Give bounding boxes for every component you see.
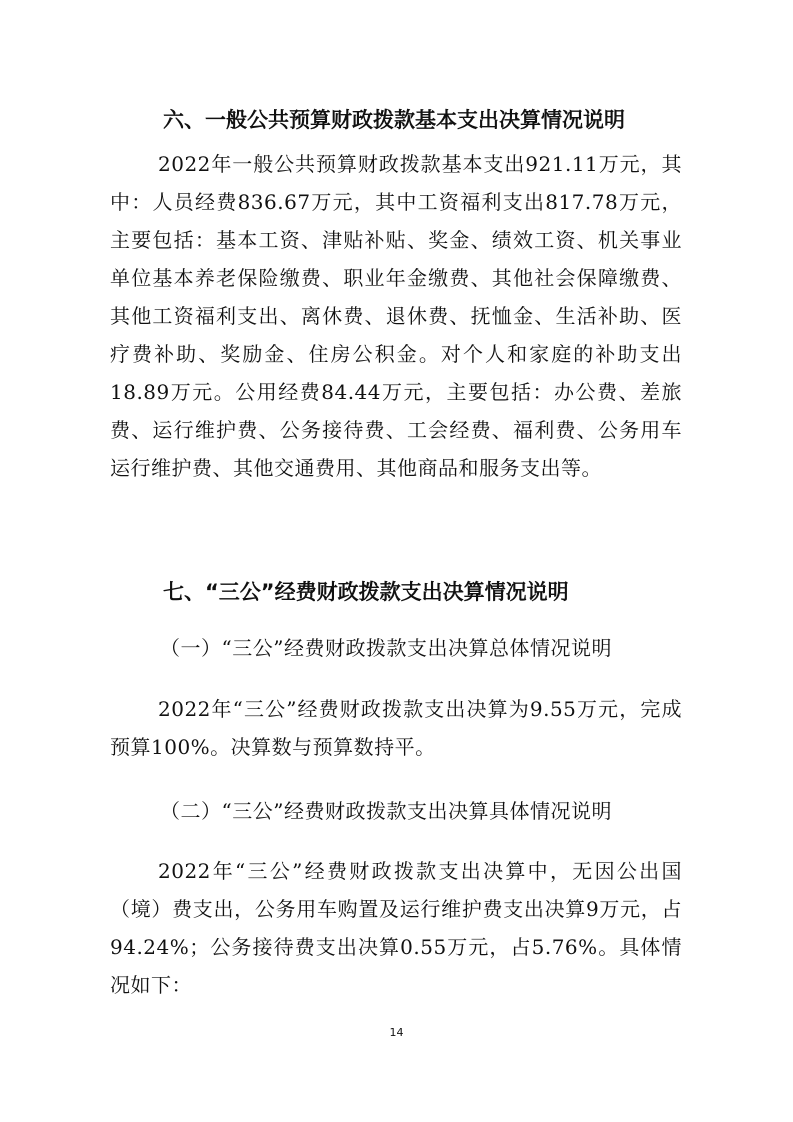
section-7-heading: 七、“三公”经费财政拨款支出决算情况说明 [163, 580, 569, 604]
section-7-sub-2-body: 2022年“三公”经费财政拨款支出决算中，无因公出国（境）费支出，公务用车购置及运行维护费支出决算9万元，占94.24%；公务接待费支出决算0.55万元，占5.76%。具体情况如下： [110, 859, 682, 997]
section-7-subheading-2: （二）“三公”经费财政拨款支出决算具体情况说明 [160, 799, 612, 823]
page-number: 14 [389, 1026, 404, 1039]
section-6-body: 2022年一般公共预算财政拨款基本支出921.11万元，其中：人员经费836.67万元，其中工资福利支出817.78万元，主要包括：基本工资、津贴补贴、奖金、绩效工资、机关事业单位基本养老保险缴费、职业年金缴费、其他社会保障缴费、其他工资福利支出、离休费、退休费、抚恤金、生活补助、医疗费补助、奖励金、住房公积金。对个人和家庭的补助支出18.89万元。公用经费84.44万元，主要包括：办公费、差旅费、运行维护费、公务接待费、工会经费、福利费、公务用车运行维护费、其他交通费用、其他商品和服务支出等。 [110, 152, 682, 480]
section-7-sub-1-body: 2022年“三公”经费财政拨款支出决算为9.55万元，完成预算100%。决算数与预算数持平。 [110, 697, 682, 759]
section-7-subheading-1: （一）“三公”经费财政拨款支出决算总体情况说明 [160, 636, 612, 660]
section-6-heading: 六、一般公共预算财政拨款基本支出决算情况说明 [163, 108, 625, 132]
